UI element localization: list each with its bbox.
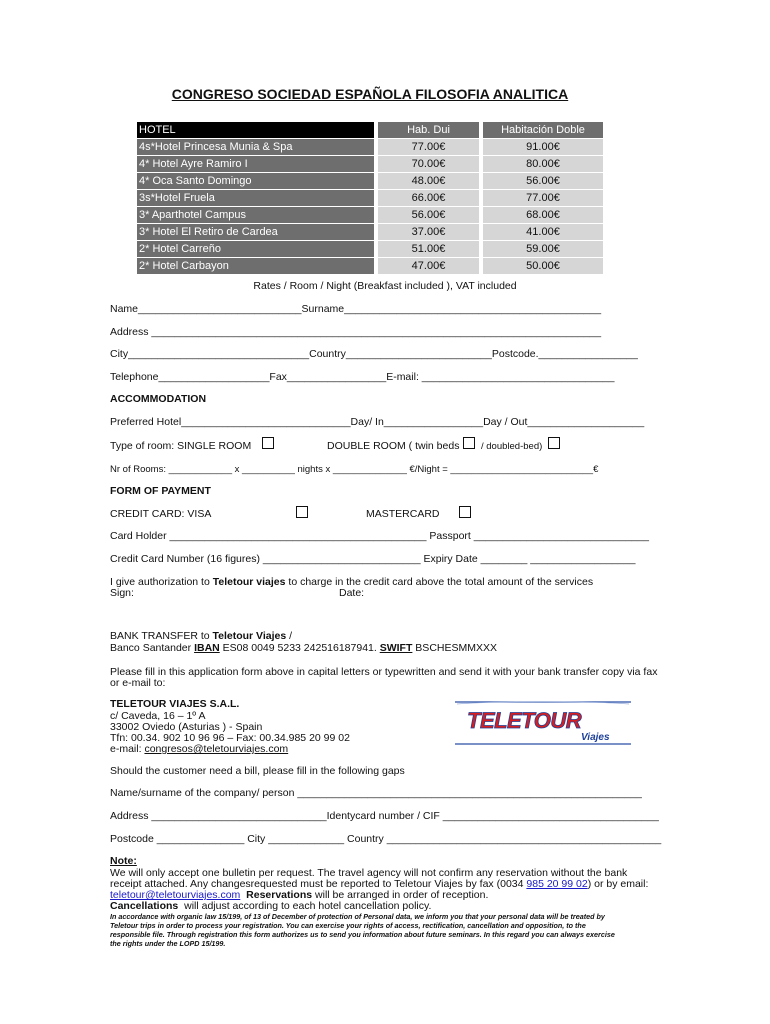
price-dui: 37.00€ <box>378 224 479 241</box>
visa-label: CREDIT CARD: VISA <box>110 508 212 520</box>
table-row <box>137 156 603 173</box>
note-fax-number: 985 20 99 02 <box>526 878 588 890</box>
mastercard-label: MASTERCARD <box>366 508 440 520</box>
card-number-expiry-field[interactable]: Credit Card Number (16 figures) ___________________________ Expiry Date ________ __________________ <box>110 553 636 565</box>
table-row <box>137 258 603 275</box>
note-line4 <box>110 900 431 912</box>
price-dui: 48.00€ <box>378 173 479 190</box>
hotel-rates-table <box>137 122 603 275</box>
price-doble: 50.00€ <box>483 258 603 275</box>
bank-name: Banco Santander <box>110 642 195 654</box>
note-line2-post: ) or by email: <box>587 878 649 890</box>
header-habitacion-doble: Habitación Doble <box>483 122 603 139</box>
note-line4-post: will adjust according to each hotel cancellation policy. <box>181 900 432 912</box>
price-doble: 68.00€ <box>483 207 603 224</box>
city-country-postcode-field[interactable]: City_______________________________Country_________________________Postcode._________________ <box>110 348 638 360</box>
page-title: CONGRESO SOCIEDAD ESPAÑOLA FILOSOFIA ANALITICA <box>171 86 569 102</box>
table-header-row <box>137 122 603 139</box>
hotel-name: 4* Oca Santo Domingo <box>137 173 374 190</box>
price-doble: 59.00€ <box>483 241 603 258</box>
table-row <box>137 139 603 156</box>
company-phone: Tfn: 00.34. 902 10 96 96 – Fax: 00.34.985 20 99 02 <box>110 732 350 744</box>
company-email-link[interactable]: congresos@teletourviajes.com <box>144 743 289 755</box>
price-doble: 77.00€ <box>483 190 603 207</box>
company-street: c/ Caveda, 16 – 1º A <box>110 710 206 722</box>
bank-agency: Teletour Viajes <box>212 630 287 642</box>
payment-heading: FORM OF PAYMENT <box>110 485 211 497</box>
note-line1: We will only accept one bulletin per request. The travel agency will not confirm any reservation without the bank <box>110 867 628 879</box>
company-email-line <box>110 743 288 755</box>
instructions-line1: Please fill in this application form above in capital letters or typewritten and send it with your bank transfer copy via fax <box>110 666 658 678</box>
legal-line3: responsible file. Through registration this form authorizes us to send you information about future seminars. In this regard you can always exercise <box>110 930 615 939</box>
company-name: TELETOUR VIAJES S.A.L. <box>110 698 240 710</box>
mastercard-checkbox[interactable] <box>459 506 471 518</box>
visa-checkbox[interactable] <box>296 506 308 518</box>
reservations-label: Reservations <box>246 889 313 901</box>
legal-line1: In accordance with organic law 15/199, of 13 of December of protection of Personal data, we inform you that your personal data will be treated by <box>110 912 605 921</box>
iban-label: IBAN <box>194 642 220 654</box>
legal-line4: the rights under the LOPD 15/199. <box>110 939 226 948</box>
price-dui: 77.00€ <box>378 139 479 156</box>
company-city: 33002 Oviedo (Asturias ) - Spain <box>110 721 263 733</box>
rates-note: Rates / Room / Night (Breakfast included ), VAT included <box>253 280 517 292</box>
telephone-fax-email-field[interactable]: Telephone___________________Fax_________________E-mail: _________________________________ <box>110 371 615 383</box>
hotel-name: 2* Hotel Carbayon <box>137 258 374 275</box>
email-label: e-mail: <box>110 743 145 755</box>
authorization-agency: Teletour viajes <box>212 576 286 588</box>
price-dui: 66.00€ <box>378 190 479 207</box>
price-dui: 56.00€ <box>378 207 479 224</box>
single-room-checkbox[interactable] <box>262 437 274 449</box>
hotel-name: 3* Hotel El Retiro de Cardea <box>137 224 374 241</box>
header-hab-dui: Hab. Dui <box>378 122 479 139</box>
bill-address-cif-field[interactable]: Address ______________________________Identycard number / CIF _____________________________________ <box>110 810 659 822</box>
note-line3-post: will be arranged in order of reception. <box>312 889 489 901</box>
legal-line2: Teletour trips in order to process your registration. You can exercise your rights of access, rectification, cancellation and opposition, to the <box>110 921 586 930</box>
date-label[interactable]: Date: <box>339 587 365 599</box>
table-row <box>137 207 603 224</box>
authorization-post: to charge in the credit card above the total amount of the services <box>285 576 594 588</box>
iban-value: ES08 0049 5233 242516187941. <box>219 642 380 654</box>
logo-sub-text: Viajes <box>581 732 610 743</box>
sign-label[interactable]: Sign: <box>110 587 134 599</box>
hotel-name: 4s*Hotel Princesa Munia & Spa <box>137 139 374 156</box>
cancellations-label: Cancellations <box>110 900 179 912</box>
instructions-line2: or e-mail to: <box>110 677 166 689</box>
header-hotel: HOTEL <box>137 122 374 139</box>
hotel-name: 2* Hotel Carreño <box>137 241 374 258</box>
preferred-hotel-field[interactable]: Preferred Hotel_____________________________Day/ In_________________Day / Out____________________ <box>110 416 645 428</box>
card-holder-passport-field[interactable]: Card Holder ____________________________________________ Passport ______________________________ <box>110 530 649 542</box>
bank-transfer-line <box>110 630 292 642</box>
teletour-email-link[interactable]: teletour@teletourviajes.com <box>110 889 241 901</box>
swift-value: BSCHESMMXXX <box>412 642 497 654</box>
swift-label: SWIFT <box>379 642 413 654</box>
room-type-label: Type of room: SINGLE ROOM <box>110 440 252 452</box>
price-dui: 47.00€ <box>378 258 479 275</box>
note-heading: Note: <box>110 855 137 867</box>
table-row <box>137 173 603 190</box>
bill-company-field[interactable]: Name/surname of the company/ person ___________________________________________________________ <box>110 787 642 799</box>
address-field[interactable]: Address _____________________________________________________________________________ <box>110 326 602 338</box>
teletour-logo <box>453 700 633 746</box>
hotel-name: 3* Aparthotel Campus <box>137 207 374 224</box>
price-dui: 70.00€ <box>378 156 479 173</box>
doubled-bed-label: / doubled-bed) <box>481 441 543 452</box>
price-doble: 56.00€ <box>483 173 603 190</box>
bill-intro: Should the customer need a bill, please fill in the following gaps <box>110 765 405 777</box>
name-surname-field[interactable]: Name____________________________Surname____________________________________________ <box>110 303 602 315</box>
accommodation-heading: ACCOMMODATION <box>110 393 207 405</box>
table-row <box>137 190 603 207</box>
double-room-label: DOUBLE ROOM ( twin beds <box>327 440 460 452</box>
nr-rooms-field[interactable]: Nr of Rooms: ____________ x __________ nights x ______________ €/Night = ___________________________€ <box>110 464 599 475</box>
authorization-pre: I give authorization to <box>110 576 213 588</box>
note-line2-pre: receipt attached. Any changesrequested must be reported to Teletour Viajes by fax (0034 <box>110 878 527 890</box>
bank-post: / <box>286 630 293 642</box>
price-dui: 51.00€ <box>378 241 479 258</box>
bill-postcode-city-country-field[interactable]: Postcode _______________ City _____________ Country _______________________________________________ <box>110 833 662 845</box>
bank-pre: BANK TRANSFER to <box>110 630 213 642</box>
doubled-bed-checkbox[interactable] <box>548 437 560 449</box>
table-row <box>137 224 603 241</box>
logo-main-text: TELETOUR <box>467 708 582 733</box>
hotel-name: 4* Hotel Ayre Ramiro I <box>137 156 374 173</box>
hotel-name: 3s*Hotel Fruela <box>137 190 374 207</box>
price-doble: 91.00€ <box>483 139 603 156</box>
twin-beds-checkbox[interactable] <box>463 437 475 449</box>
table-row <box>137 241 603 258</box>
price-doble: 80.00€ <box>483 156 603 173</box>
price-doble: 41.00€ <box>483 224 603 241</box>
bank-account-line <box>110 642 497 654</box>
